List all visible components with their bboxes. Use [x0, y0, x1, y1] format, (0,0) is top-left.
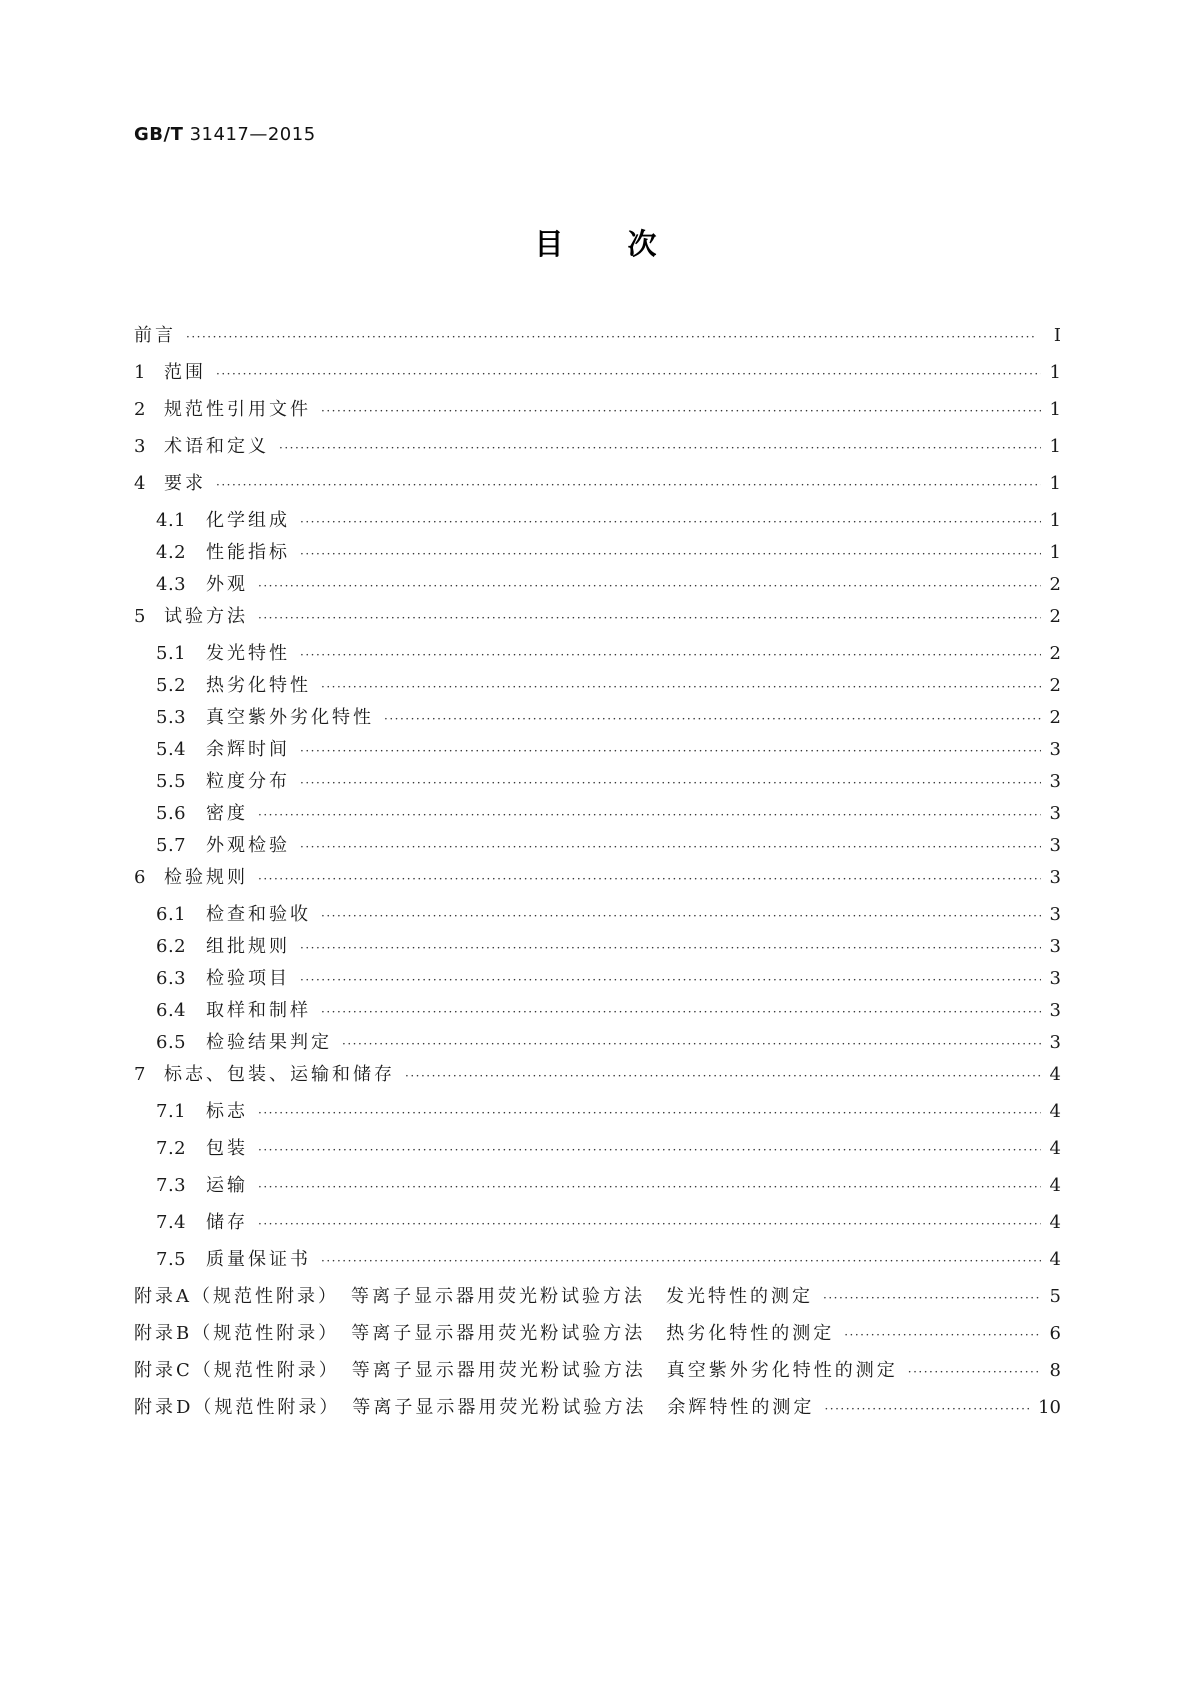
toc-entry-page: 1 [1049, 436, 1061, 457]
toc-leader-dots [342, 1033, 1041, 1055]
toc-entry-label: 附录B（规范性附录） 等离子显示器用荧光粉试验方法 热劣化特性的测定 [134, 1323, 835, 1344]
toc-leader-dots [300, 969, 1041, 991]
toc-entry[interactable] [134, 675, 1061, 698]
toc-leader-dots [279, 437, 1041, 459]
toc-leader-dots [908, 1361, 1041, 1383]
toc-entry-page: 4 [1049, 1101, 1061, 1122]
toc-entry-number: 5.5 [156, 771, 187, 792]
toc-entry-page: 3 [1049, 968, 1061, 989]
toc-entry-number: 7.5 [156, 1249, 187, 1270]
toc-entry-label: 组批规则 [206, 936, 290, 957]
toc-entry-page: 4 [1049, 1064, 1061, 1085]
toc-entry-label: 储存 [206, 1212, 248, 1233]
toc-leader-dots [300, 836, 1041, 858]
toc-entry[interactable] [134, 1286, 1061, 1309]
toc-entry[interactable] [134, 936, 1061, 959]
toc-entry[interactable] [134, 1249, 1061, 1272]
toc-entry-page: 3 [1049, 739, 1061, 760]
toc-entry-page: 1 [1049, 542, 1061, 563]
toc-entry[interactable] [134, 473, 1061, 496]
toc-entry-label: 外观 [206, 574, 248, 595]
toc-entry-page: 3 [1049, 1032, 1061, 1053]
toc-entry[interactable] [134, 835, 1061, 858]
toc-entry[interactable] [134, 399, 1061, 422]
toc-entry-label: 检验规则 [164, 867, 248, 888]
toc-entry-label: 规范性引用文件 [164, 399, 311, 420]
toc-entry-number: 6.2 [156, 936, 187, 957]
toc-entry-number: 7 [134, 1064, 146, 1085]
toc-entry-label: 运输 [206, 1175, 248, 1196]
toc-entry-label: 质量保证书 [206, 1249, 311, 1270]
toc-leader-dots [300, 511, 1041, 533]
toc-leader-dots [321, 676, 1041, 698]
toc-entry-label: 真空紫外劣化特性 [206, 707, 374, 728]
toc-entry-page: 6 [1049, 1323, 1061, 1344]
toc-leader-dots [321, 400, 1041, 422]
toc-leader-dots [258, 1176, 1041, 1198]
toc-leader-dots [384, 708, 1041, 730]
page-title: 目次 [534, 227, 721, 261]
toc-entry-number: 5.4 [156, 739, 187, 760]
toc-entry-number: 7.1 [156, 1101, 187, 1122]
toc-entry-page: 1 [1049, 362, 1061, 383]
standard-prefix: GB/T [134, 124, 184, 145]
document-header [134, 124, 316, 145]
toc-entry-label: 粒度分布 [206, 771, 290, 792]
toc-entry-label: 附录C（规范性附录） 等离子显示器用荧光粉试验方法 真空紫外劣化特性的测定 [134, 1360, 898, 1381]
toc-entry[interactable] [134, 436, 1061, 459]
toc-entry-label: 标志 [206, 1101, 248, 1122]
toc-entry-page: 8 [1049, 1360, 1061, 1381]
toc-entry-page: 2 [1049, 606, 1061, 627]
toc-entry-page: 3 [1049, 936, 1061, 957]
toc-entry-page: 2 [1049, 707, 1061, 728]
toc-entry-number: 3 [134, 436, 146, 457]
toc-entry-page: 3 [1049, 771, 1061, 792]
toc-entry-page: 3 [1049, 803, 1061, 824]
toc-entry-page: 2 [1049, 643, 1061, 664]
toc-entry-label: 外观检验 [206, 835, 290, 856]
toc-entry-label: 要求 [164, 473, 206, 494]
toc-entry-number: 5.3 [156, 707, 187, 728]
toc-entry[interactable] [134, 1212, 1061, 1235]
toc-leader-dots [321, 905, 1041, 927]
toc-entry-label: 试验方法 [164, 606, 248, 627]
toc-entry-label: 热劣化特性 [206, 675, 311, 696]
toc-entry[interactable] [134, 542, 1061, 565]
toc-entry-label: 发光特性 [206, 643, 290, 664]
toc-entry[interactable] [134, 867, 1061, 890]
toc-entry[interactable] [134, 325, 1061, 348]
toc-leader-dots [321, 1250, 1041, 1272]
toc-entry-page: 1 [1049, 399, 1061, 420]
toc-entry-page: 1 [1049, 510, 1061, 531]
toc-leader-dots [258, 575, 1041, 597]
toc-leader-dots [824, 1398, 1030, 1420]
toc-entry-page: 3 [1049, 835, 1061, 856]
toc-entry-label: 检验结果判定 [206, 1032, 332, 1053]
toc-leader-dots [844, 1324, 1041, 1346]
toc-leader-dots [405, 1065, 1041, 1087]
toc-entry[interactable] [134, 1000, 1061, 1023]
toc-entry-number: 5 [134, 606, 146, 627]
toc-entry-label: 性能指标 [206, 542, 290, 563]
toc-leader-dots [300, 543, 1041, 565]
toc-entry[interactable] [134, 1138, 1061, 1161]
toc-entry-label: 检验项目 [206, 968, 290, 989]
toc-entry-number: 2 [134, 399, 146, 420]
toc-entry[interactable] [134, 1360, 1061, 1383]
toc-entry-page: Ⅰ [1053, 325, 1061, 346]
toc-leader-dots [258, 868, 1041, 890]
toc-entry-number: 7.4 [156, 1212, 187, 1233]
toc-leader-dots [258, 804, 1041, 826]
toc-entry-number: 4.3 [156, 574, 187, 595]
toc-entry[interactable] [134, 968, 1061, 991]
toc-entry-label: 密度 [206, 803, 248, 824]
toc-entry-page: 4 [1049, 1249, 1061, 1270]
toc-entry[interactable] [134, 904, 1061, 927]
toc-entry[interactable] [134, 1397, 1061, 1420]
toc-entry-number: 6.1 [156, 904, 187, 925]
toc-entry[interactable] [134, 707, 1061, 730]
toc-entry[interactable] [134, 606, 1061, 629]
toc-entry-page: 3 [1049, 904, 1061, 925]
toc-entry-label: 范围 [164, 362, 206, 383]
toc-entry-number: 5.7 [156, 835, 187, 856]
toc-entry[interactable] [134, 803, 1061, 826]
toc-entry-page: 4 [1049, 1212, 1061, 1233]
toc-entry-label: 标志、包装、运输和储存 [164, 1064, 395, 1085]
toc-entry-page: 2 [1049, 675, 1061, 696]
toc-entry-label: 包装 [206, 1138, 248, 1159]
toc-entry-label: 检查和验收 [206, 904, 311, 925]
toc-leader-dots [258, 1102, 1041, 1124]
toc-entry-number: 5.1 [156, 643, 187, 664]
toc-entry-number: 6 [134, 867, 146, 888]
toc-entry-number: 5.2 [156, 675, 187, 696]
toc-entry[interactable] [134, 1101, 1061, 1124]
toc-leader-dots [823, 1287, 1041, 1309]
toc-entry-page: 5 [1049, 1286, 1061, 1307]
toc-entry-number: 5.6 [156, 803, 187, 824]
toc-entry-label: 术语和定义 [164, 436, 269, 457]
toc-leader-dots [258, 1213, 1041, 1235]
standard-number: 31417—2015 [189, 124, 316, 145]
toc-entry-number: 6.3 [156, 968, 187, 989]
toc-entry[interactable] [134, 574, 1061, 597]
toc-entry-number: 7.2 [156, 1138, 187, 1159]
toc-entry[interactable] [134, 510, 1061, 533]
toc-entry-label: 余辉时间 [206, 739, 290, 760]
toc-entry[interactable] [134, 739, 1061, 762]
toc-entry-number: 6.5 [156, 1032, 187, 1053]
toc-entry-number: 4.1 [156, 510, 187, 531]
toc-entry-number: 4 [134, 473, 146, 494]
toc-entry-label: 附录A（规范性附录） 等离子显示器用荧光粉试验方法 发光特性的测定 [134, 1286, 813, 1307]
toc-entry-label: 附录D（规范性附录） 等离子显示器用荧光粉试验方法 余辉特性的测定 [134, 1397, 815, 1418]
toc-entry-page: 4 [1049, 1138, 1061, 1159]
toc-entry-page: 3 [1049, 867, 1061, 888]
toc-entry-label: 前言 [134, 325, 176, 346]
toc-entry-number: 4.2 [156, 542, 187, 563]
toc-entry-number: 6.4 [156, 1000, 187, 1021]
toc-entry-page: 1 [1049, 473, 1061, 494]
toc-leader-dots [300, 740, 1041, 762]
toc-entry[interactable] [134, 1323, 1061, 1346]
toc-entry[interactable] [134, 362, 1061, 385]
toc-leader-dots [258, 607, 1041, 629]
toc-entry[interactable] [134, 1064, 1061, 1087]
toc-entry[interactable] [134, 1175, 1061, 1198]
toc-entry-page: 4 [1049, 1175, 1061, 1196]
toc-entry[interactable] [134, 771, 1061, 794]
toc-entry-page: 3 [1049, 1000, 1061, 1021]
toc-entry[interactable] [134, 643, 1061, 666]
toc-leader-dots [216, 363, 1041, 385]
toc-leader-dots [258, 1139, 1041, 1161]
toc-leader-dots [186, 326, 1041, 348]
toc-entry-number: 1 [134, 362, 146, 383]
toc-entry-page: 2 [1049, 574, 1061, 595]
toc-entry[interactable] [134, 1032, 1061, 1055]
toc-entry-page: 10 [1038, 1397, 1061, 1418]
toc-leader-dots [216, 474, 1041, 496]
toc-entry-number: 7.3 [156, 1175, 187, 1196]
toc-leader-dots [300, 644, 1041, 666]
table-of-contents [134, 325, 1061, 1434]
toc-entry-label: 取样和制样 [206, 1000, 311, 1021]
toc-entry-label: 化学组成 [206, 510, 290, 531]
toc-leader-dots [300, 937, 1041, 959]
toc-leader-dots [300, 772, 1041, 794]
toc-leader-dots [321, 1001, 1041, 1023]
